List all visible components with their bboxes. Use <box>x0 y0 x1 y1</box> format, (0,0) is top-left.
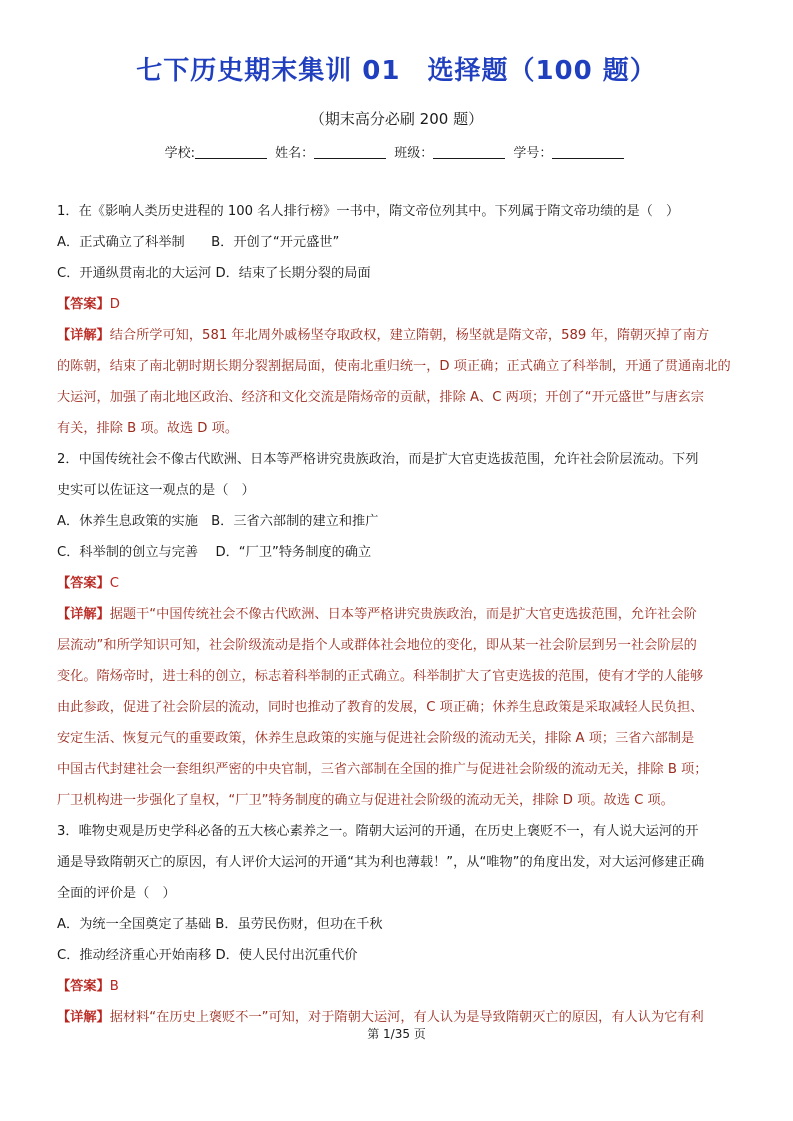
detail-line: 变化。隋炀帝时，进士科的创立，标志着科举制的正式确立。科举制扩大了官吏选拔的范围，使有才学的人能够 <box>57 669 704 684</box>
detail-tag: 【详解】 <box>57 607 110 622</box>
school-label: 学校: <box>164 146 195 161</box>
student-id-label: 学号： <box>513 146 553 161</box>
detail-line: 厂卫机构进一步强化了皇权，“厂卫”特务制度的确立与促进社会阶级的流动无关，排除 D 项。故选 C 项。 <box>57 793 674 808</box>
question-2 <box>57 444 743 816</box>
detail-line: 层流动”和所学知识可知，社会阶级流动是指个人或群体社会地位的变化，即从某一社会阶层到另一社会阶层的 <box>57 638 697 653</box>
question-options: A．休养生息政策的实施 B．三省六部制的建立和推广 <box>57 514 379 529</box>
detail-line: 有关，排除 B 项。故选 D 项。 <box>57 421 239 436</box>
question-stem: 通是导致隋朝灭亡的原因，有人评价大运河的开通“其为利也薄载！”，从“唯物”的角度出发，对大运河修建正确 <box>57 855 705 870</box>
detail-line: 安定生活、恢复元气的重要政策，休养生息政策的实施与促进社会阶级的流动无关，排除 A 项；三省六部制是 <box>57 731 695 746</box>
detail-line <box>57 320 743 351</box>
detail-line <box>57 599 743 630</box>
questions-body <box>57 196 743 1033</box>
class-label: 班级： <box>394 146 434 161</box>
name-blank <box>314 146 386 159</box>
answer-line <box>57 568 743 599</box>
class-blank <box>433 146 505 159</box>
page-number: 第 1/35 页 <box>367 1027 426 1041</box>
answer-line <box>57 971 743 1002</box>
page-subtitle: （期末高分必刷 200 题） <box>309 110 484 128</box>
detail-text: 据题干“中国传统社会不像古代欧洲、日本等严格讲究贵族政治，而是扩大官吏选拔范围，允许社会阶 <box>109 607 697 622</box>
student-info-line <box>0 142 793 161</box>
question-stem: 2．中国传统社会不像古代欧洲、日本等严格讲究贵族政治，而是扩大官吏选拔范围，允许社会阶层流动。下列 <box>57 452 699 467</box>
answer-tag: 【答案】 <box>57 979 110 994</box>
detail-text: 结合所学可知，581 年北周外戚杨坚夺取政权，建立隋朝，杨坚就是隋文帝，589 年，隋朝灭掉了南方 <box>109 328 710 343</box>
answer-line <box>57 289 743 320</box>
question-options: A．为统一全国奠定了基础 B．虽劳民伤财，但功在千秋 <box>57 917 383 932</box>
question-stem: 全面的评价是（ ） <box>57 886 176 901</box>
question-options: C．科举制的创立与完善 D．“厂卫”特务制度的确立 <box>57 545 372 560</box>
question-stem: 1．在《影响人类历史进程的 100 名人排行榜》一书中，隋文帝位列其中。下列属于隋文帝功绩的是（ ） <box>57 204 680 219</box>
detail-tag: 【详解】 <box>57 328 110 343</box>
detail-text: 据材料“在历史上褒贬不一”可知，对于隋朝大运河，有人认为是导致隋朝灭亡的原因，有人认为它有利 <box>109 1010 704 1025</box>
question-3 <box>57 816 743 1033</box>
question-stem: 史实可以佐证这一观点的是（ ） <box>57 483 255 498</box>
detail-tag: 【详解】 <box>57 1010 110 1025</box>
detail-line: 的陈朝，结束了南北朝时期长期分裂割据局面，使南北重归统一，D 项正确；正式确立了科举制，开通了贯通南北的 <box>57 359 731 374</box>
student-id-blank <box>552 146 624 159</box>
question-options: A．正式确立了科举制 B．开创了“开元盛世” <box>57 235 340 250</box>
detail-line: 由此参政，促进了社会阶层的流动，同时也推动了教育的发展，C 项正确；休养生息政策是采取减轻人民负担、 <box>57 700 704 715</box>
question-stem: 3．唯物史观是历史学科必备的五大核心素养之一。隋朝大运河的开通，在历史上褒贬不一，有人说大运河的开 <box>57 824 699 839</box>
answer-value: D <box>109 297 120 312</box>
page-title: 七下历史期末集训 01 选择题（100 题） <box>136 56 657 86</box>
answer-value: B <box>109 979 119 994</box>
detail-line: 大运河，加强了南北地区政治、经济和文化交流是隋炀帝的贡献，排除 A、C 两项；开创了“开元盛世”与唐玄宗 <box>57 390 704 405</box>
name-label: 姓名： <box>275 146 315 161</box>
school-blank <box>195 146 267 159</box>
question-options: C．开通纵贯南北的大运河 D．结束了长期分裂的局面 <box>57 266 371 281</box>
answer-tag: 【答案】 <box>57 576 110 591</box>
answer-value: C <box>109 576 119 591</box>
question-1 <box>57 196 743 444</box>
answer-tag: 【答案】 <box>57 297 110 312</box>
detail-line: 中国古代封建社会一套组织严密的中央官制，三省六部制在全国的推广与促进社会阶级的流动无关，排除 B 项； <box>57 762 708 777</box>
question-options: C．推动经济重心开始南移 D．使人民付出沉重代价 <box>57 948 358 963</box>
